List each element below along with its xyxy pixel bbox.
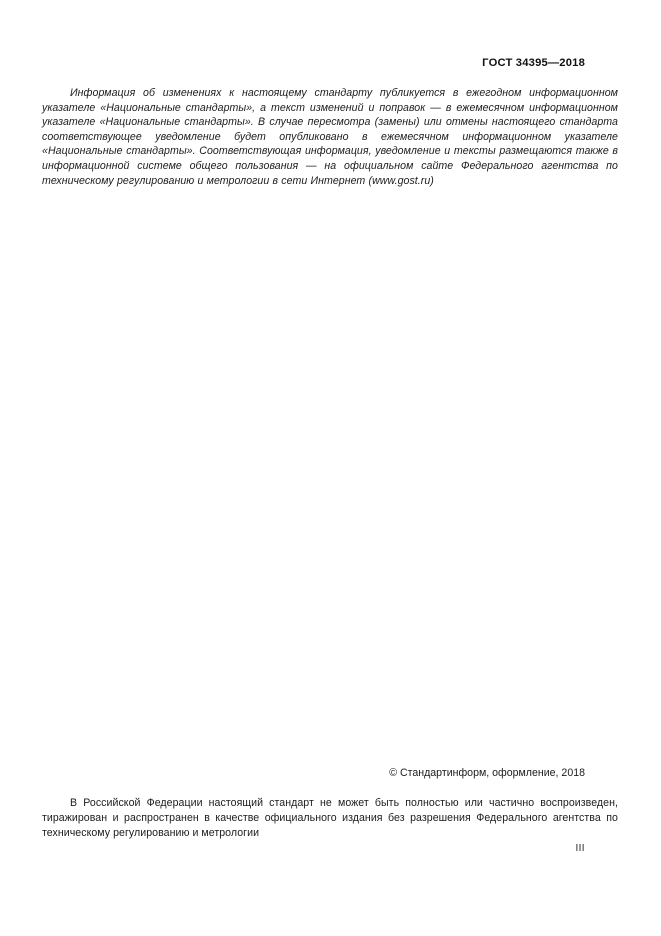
copyright-notice: © Стандартинформ, оформление, 2018 — [389, 767, 585, 779]
reproduction-restriction-block — [42, 796, 618, 842]
page-number: III — [575, 843, 585, 854]
standard-designation-header: ГОСТ 34395—2018 — [482, 57, 585, 69]
reproduction-restriction-paragraph: В Российской Федерации настоящий стандарт не может быть полностью или частично воспроизведен, тиражирован и распространен в качестве официального издания без разрешения Федерального агентства по техническому регулированию и метрологии — [42, 797, 618, 840]
amendment-notice-paragraph: Информация об изменениях к настоящему стандарту публикуется в ежегодном информационном указателе «Национальные стандарты», а текст изменений и поправок — в ежемесячном информационном указателе «Национальные стандарты». В случае пересмотра (замены) или отмены настоящего стандарта соответствующее уведомление будет опубликовано в ежемесячном информационном указателе «Национальные стандарты». Соответствующая информация, уведомление и тексты размещаются также в информационной системе общего пользования — на официальном сайте Федерального агентства по техническому регулированию и метрологии в сети Интернет (www.gost.ru) — [42, 87, 618, 187]
amendment-notice-block — [42, 86, 618, 188]
